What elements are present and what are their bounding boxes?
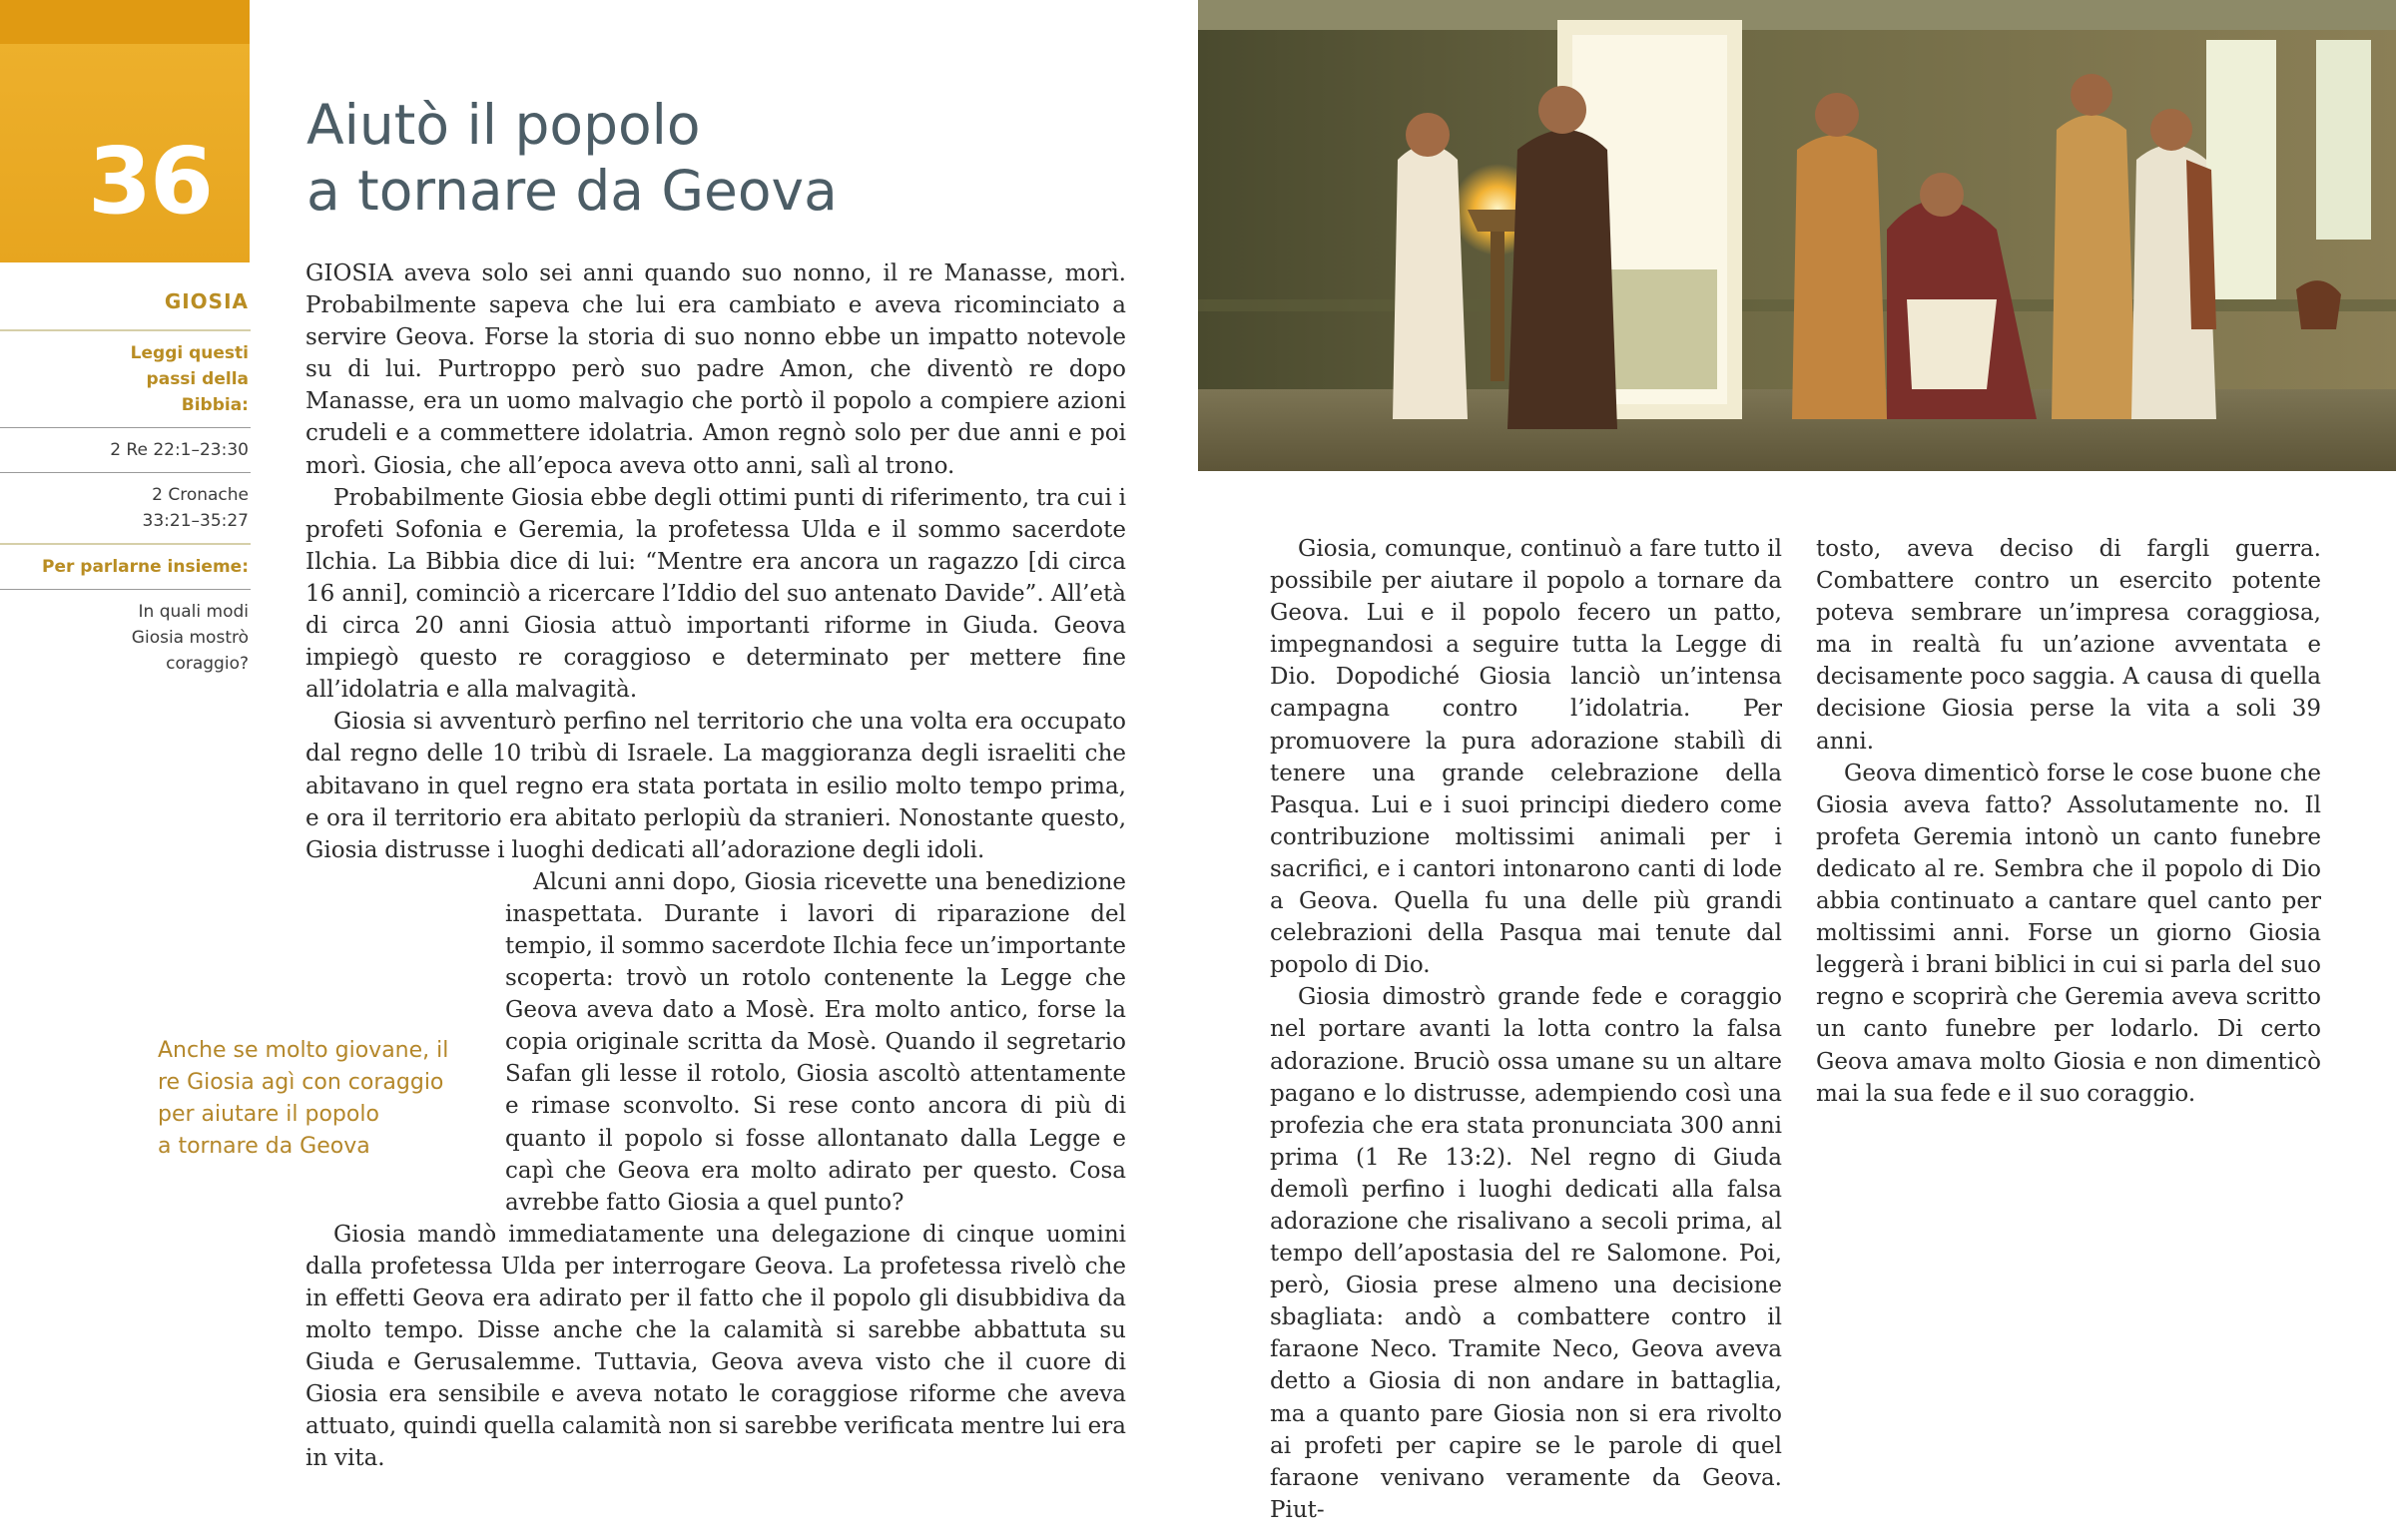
- paragraph-7: Giosia dimostrò grande fede e coraggio nel portare avanti la lotta contro la falsa adorazione. Bruciò ossa umane su un altare pagano e lo distrusse, adempiendo così una profezia che era stata pronunciata 300 anni prima (1 Re 13:2). Nel regno di Giuda demolì perfino i luoghi dedicati alla falsa adorazione che risalivano a secoli prima, al tempo dell’apostasia del re Salomone. Poi, però, Giosia prese almeno una decisione sbagliata: andò a combattere contro il faraone Neco. Tramite Neco, Geova aveva detto a Giosia di non andare in battaglia, ma a quanto pare Giosia non si era rivolto ai profeti per capire se le parole di quel faraone venivano veramente da Geova. Piut-: [1270, 984, 1782, 1523]
- paragraph-2: Probabilmente Giosia ebbe degli ottimi punti di riferimento, tra cui i profeti Sofonia e Geremia, la profetessa Ulda e il sommo sacerdote Ilchia. La Bibbia dice di lui: “Mentre era ancora un ragazzo [di circa 16 anni], cominciò a ricercare l’Iddio del suo antenato Davide”. All’età di circa 20 anni Giosia attuò importanti riforme in Giuda. Geova impiegò questo re coraggioso e determinato per mettere fine all’idolatria e alla malvagità.: [305, 484, 1126, 704]
- title-line-2: a tornare da Geova: [306, 159, 838, 223]
- paragraph-1: GIOSIA aveva solo sei anni quando suo nonno, il re Manasse, morì. Probabilmente sapeva che lui era cambiato e aveva ricominciato a servire Geova. Forse la storia di suo nonno ebbe un impatto notevole su di lui. Purtroppo però suo padre Amon, che diventò re dopo Manasse, era un uomo malvagio che portò il popolo a compiere azioni crudeli e a commettere idolatria. Amon regnò solo per due anni e poi morì. Giosia, che all’epoca aveva otto anni, salì al trono.: [305, 260, 1126, 479]
- sidebar-name: GIOSIA: [0, 279, 251, 331]
- column-right: [1816, 533, 2321, 1110]
- column-middle: [1270, 533, 1782, 1526]
- paragraph-6: Giosia, comunque, continuò a fare tutto il possibile per aiutare il popolo a tornare da Geova. Lui e il popolo fecero un patto, impegnandosi a seguire tutta la Legge di Dio. Dopodiché Giosia lanciò un’intensa campagna contro l’idolatria. Per promuovere la pura adorazione stabilì di tenere una grande celebrazione della Pasqua. Lui e i suoi principi diedero come contribuzione moltissimi animali per i sacrifici, e i cantori intonarono canti di lode a Geova. Quella fu una delle più grandi celebrazioni della Pasqua mai tenute dal popolo di Dio.: [1270, 536, 1782, 979]
- sidebar-discuss-label: Per parlarne insieme:: [0, 545, 251, 590]
- sidebar: [0, 279, 251, 686]
- page-title: [306, 92, 838, 224]
- column-left: [305, 257, 1126, 1475]
- tab-stripe: [0, 0, 250, 44]
- illustration-king-josiah: [1198, 0, 2396, 471]
- paragraph-8: Geova dimenticò forse le cose buone che Giosia aveva fatto? Assolutamente no. Il profeta Geremia intonò un canto funebre dedicato al re. Sembra che il popolo di Dio abbia continuato a cantare quel canto per moltissimi anni. Forse un giorno Giosia leggerà i brani biblici in cui si parla del suo regno e scoprirà che Geremia aveva scritto un canto funebre per lodarlo. Di certo Geova amava molto Giosia e non dimenticò mai la sua fede e il suo coraggio.: [1816, 760, 2321, 1107]
- paragraph-5: Giosia mandò immediatamente una delegazione di cinque uomini dalla profetessa Ulda per interrogare Geova. La profetessa rivelò che in effetti Geova era adirato per il fatto che il popolo gli disubbidiva da molto tempo. Disse anche che la calamità si sarebbe abbattuta su Giuda e Gerusalemme. Tuttavia, Geova aveva visto che il cuore di Giosia era sensibile e aveva notato le coraggiose riforme che aveva attuato, quindi quella calamità non si sarebbe verificata mentre lui era in vita.: [305, 1221, 1126, 1472]
- sidebar-question: In quali modi Giosia mostrò coraggio?: [131, 602, 249, 674]
- caption-line-2: re Giosia agì con coraggio: [158, 1070, 444, 1095]
- caption-line-4: a tornare da Geova: [158, 1134, 370, 1159]
- caption-line-3: per aiutare il popolo: [158, 1102, 379, 1127]
- sidebar-read-label: Leggi questi passi della Bibbia:: [0, 331, 251, 428]
- paragraph-3: Giosia si avventurò perfino nel territorio che una volta era occupato dal regno delle 10 tribù di Israele. La maggioranza degli israeliti che abitavano in quel regno era stata portata in esilio molto tempo prima, e ora il territorio era abitato perlopiù da stranieri. Nonostante questo, Giosia distrusse i luoghi dedicati all’adorazione degli idoli.: [305, 709, 1126, 863]
- caption-line-1: Anche se molto giovane, il: [158, 1038, 449, 1063]
- title-line-1: Aiutò il popolo: [306, 93, 701, 157]
- sidebar-passage-2: 2 Cronache 33:21–35:27: [0, 473, 251, 545]
- chapter-number: 36: [88, 128, 213, 235]
- caption-wrap-space: [305, 866, 505, 1211]
- paragraph-7-continued: tosto, aveva deciso di fargli guerra. Combattere contro un esercito potente poteva sembrare un’impresa coraggiosa, ma in realtà fu un’azione avventata e decisamente poco saggia. A causa di quella decisione Giosia perse la vita a soli 39 anni.: [1816, 536, 2321, 755]
- paragraph-4: Alcuni anni dopo, Giosia ricevette una benedizione inaspettata. Durante i lavori di riparazione del tempio, il sommo sacerdote Ilchia fece un’importante scoperta: trovò un rotolo contenente la Legge che Geova aveva dato a Mosè. Era molto antico, forse la copia originale scritta da Mosè. Quando il segretario Safan gli lesse il rotolo, Giosia ascoltò attentamente e rimase sconvolto. Si rese conto ancora di più di quanto il popolo si fosse allontanato dalla Legge e capì che Geova era molto adirato per questo. Cosa avrebbe fatto Giosia a quel punto?: [505, 868, 1126, 1216]
- sidebar-passage-1: 2 Re 22:1–23:30: [0, 428, 251, 473]
- chapter-tab: [0, 0, 250, 262]
